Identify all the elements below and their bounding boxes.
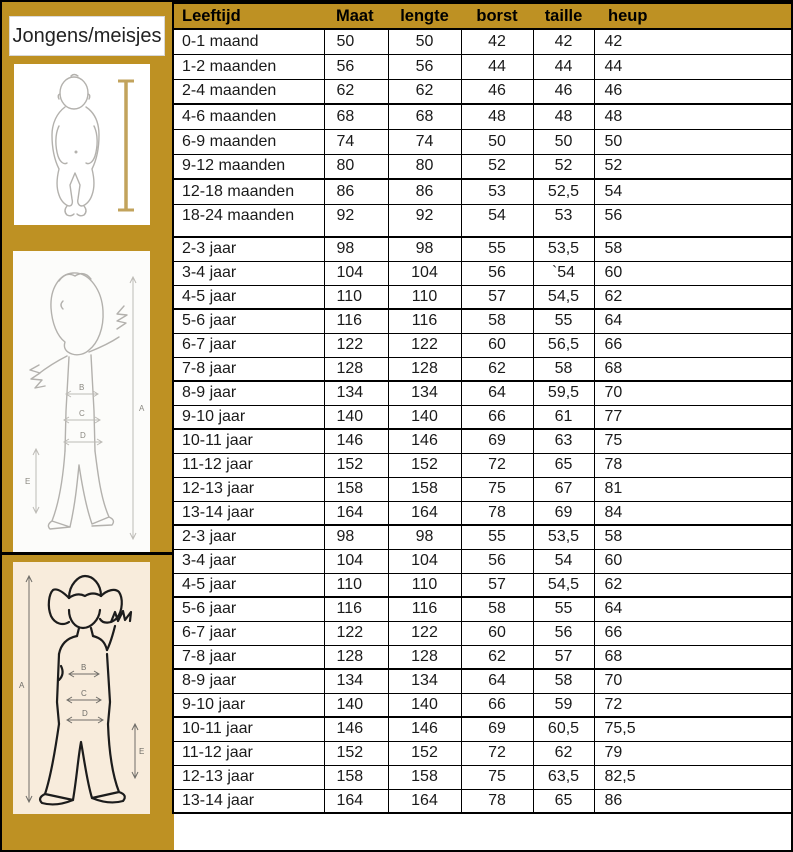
cell-maat: 68 — [324, 104, 388, 129]
cell-lengte: 122 — [388, 333, 461, 357]
cell-maat: 74 — [324, 129, 388, 154]
cell-leeftijd: 12-18 maanden — [173, 179, 324, 204]
size-table — [172, 2, 793, 814]
table-row-girls — [173, 621, 793, 645]
cell-borst: 62 — [461, 645, 533, 669]
cell-taille: 53,5 — [533, 237, 594, 261]
cell-heup: 77 — [594, 405, 793, 429]
cell-heup: 48 — [594, 104, 793, 129]
cell-maat: 152 — [324, 453, 388, 477]
cell-leeftijd: 9-12 maanden — [173, 154, 324, 179]
cell-borst: 78 — [461, 501, 533, 525]
cell-lengte: 62 — [388, 79, 461, 104]
cell-heup: 81 — [594, 477, 793, 501]
cell-lengte: 104 — [388, 549, 461, 573]
cell-taille: 60,5 — [533, 717, 594, 741]
table-row-girls — [173, 693, 793, 717]
cell-taille: 65 — [533, 789, 594, 813]
cell-maat: 98 — [324, 525, 388, 549]
cell-lengte: 140 — [388, 405, 461, 429]
cell-leeftijd: 4-5 jaar — [173, 573, 324, 597]
table-row-boys — [173, 501, 793, 525]
cell-lengte: 152 — [388, 453, 461, 477]
cell-borst: 75 — [461, 765, 533, 789]
boy-measure-label-e: E — [25, 477, 31, 486]
cell-maat: 80 — [324, 154, 388, 179]
table-row-girls — [173, 789, 793, 813]
header-heup: heup — [594, 3, 793, 29]
cell-borst: 64 — [461, 669, 533, 693]
gender-label: Jongens/meisjes — [9, 16, 165, 56]
table-row-baby — [173, 129, 793, 154]
cell-leeftijd: 5-6 jaar — [173, 597, 324, 621]
table-row-baby — [173, 154, 793, 179]
cell-maat: 140 — [324, 693, 388, 717]
cell-borst: 52 — [461, 154, 533, 179]
cell-taille: 67 — [533, 477, 594, 501]
cell-taille: 52,5 — [533, 179, 594, 204]
cell-borst: 69 — [461, 429, 533, 453]
cell-taille: 54 — [533, 549, 594, 573]
cell-maat: 50 — [324, 29, 388, 54]
cell-heup: 46 — [594, 79, 793, 104]
cell-taille: 69 — [533, 501, 594, 525]
cell-heup: 50 — [594, 129, 793, 154]
cell-heup: 68 — [594, 645, 793, 669]
cell-heup: 66 — [594, 621, 793, 645]
cell-leeftijd: 13-14 jaar — [173, 501, 324, 525]
cell-borst: 64 — [461, 381, 533, 405]
cell-taille: 42 — [533, 29, 594, 54]
cell-maat: 116 — [324, 597, 388, 621]
cell-lengte: 116 — [388, 309, 461, 333]
cell-taille: 58 — [533, 357, 594, 381]
cell-taille: 57 — [533, 645, 594, 669]
cell-heup: 62 — [594, 285, 793, 309]
table-row-boys — [173, 429, 793, 453]
cell-leeftijd: 2-4 maanden — [173, 79, 324, 104]
header-taille: taille — [533, 3, 594, 29]
cell-maat: 164 — [324, 789, 388, 813]
cell-maat: 128 — [324, 645, 388, 669]
cell-borst: 69 — [461, 717, 533, 741]
girl-measure-label-d: D — [82, 709, 88, 718]
cell-taille: 50 — [533, 129, 594, 154]
cell-heup: 60 — [594, 261, 793, 285]
cell-heup: 78 — [594, 453, 793, 477]
cell-borst: 56 — [461, 549, 533, 573]
cell-heup: 62 — [594, 573, 793, 597]
cell-leeftijd: 10-11 jaar — [173, 429, 324, 453]
table-row-boys — [173, 333, 793, 357]
cell-leeftijd: 6-7 jaar — [173, 621, 324, 645]
cell-borst: 56 — [461, 261, 533, 285]
header-maat: Maat — [324, 3, 388, 29]
cell-lengte: 98 — [388, 237, 461, 261]
cell-maat: 86 — [324, 179, 388, 204]
cell-leeftijd: 8-9 jaar — [173, 669, 324, 693]
cell-lengte: 164 — [388, 501, 461, 525]
cell-lengte: 74 — [388, 129, 461, 154]
cell-taille: 59,5 — [533, 381, 594, 405]
table-row-baby — [173, 79, 793, 104]
table-row-baby — [173, 204, 793, 237]
cell-leeftijd: 7-8 jaar — [173, 357, 324, 381]
table-row-boys — [173, 237, 793, 261]
cell-lengte: 68 — [388, 104, 461, 129]
cell-maat: 92 — [324, 204, 388, 237]
cell-borst: 44 — [461, 54, 533, 79]
cell-borst: 60 — [461, 333, 533, 357]
baby-figure — [14, 64, 150, 225]
cell-taille: 55 — [533, 597, 594, 621]
cell-borst: 66 — [461, 405, 533, 429]
cell-leeftijd: 9-10 jaar — [173, 405, 324, 429]
table-row-girls — [173, 717, 793, 741]
cell-maat: 110 — [324, 285, 388, 309]
cell-taille: 44 — [533, 54, 594, 79]
cell-borst: 54 — [461, 204, 533, 237]
cell-leeftijd: 8-9 jaar — [173, 381, 324, 405]
header-borst: borst — [461, 3, 533, 29]
cell-heup: 52 — [594, 154, 793, 179]
table-row-boys — [173, 477, 793, 501]
cell-heup: 70 — [594, 669, 793, 693]
cell-taille: 65 — [533, 453, 594, 477]
cell-borst: 78 — [461, 789, 533, 813]
table-header-row — [173, 3, 793, 29]
cell-lengte: 104 — [388, 261, 461, 285]
cell-maat: 158 — [324, 765, 388, 789]
cell-heup: 86 — [594, 789, 793, 813]
cell-maat: 134 — [324, 669, 388, 693]
girl-figure — [13, 562, 150, 814]
cell-maat: 146 — [324, 429, 388, 453]
boy-measure-label-d: D — [80, 431, 86, 440]
cell-heup: 75,5 — [594, 717, 793, 741]
cell-leeftijd: 10-11 jaar — [173, 717, 324, 741]
cell-leeftijd: 11-12 jaar — [173, 453, 324, 477]
cell-taille: 59 — [533, 693, 594, 717]
table-row-girls — [173, 669, 793, 693]
cell-heup: 70 — [594, 381, 793, 405]
boy-measure-label-a: A — [139, 404, 145, 413]
cell-heup: 84 — [594, 501, 793, 525]
cell-maat: 110 — [324, 573, 388, 597]
boy-figure — [13, 251, 150, 552]
girl-measure-label-b: B — [81, 663, 87, 672]
table-row-baby — [173, 179, 793, 204]
table-row-boys — [173, 381, 793, 405]
cell-leeftijd: 6-9 maanden — [173, 129, 324, 154]
cell-lengte: 164 — [388, 789, 461, 813]
table-row-baby — [173, 29, 793, 54]
cell-maat: 56 — [324, 54, 388, 79]
boy-figure-icon — [13, 251, 150, 552]
cell-taille: 58 — [533, 669, 594, 693]
header-lengte: lengte — [388, 3, 461, 29]
cell-taille: 53 — [533, 204, 594, 237]
cell-taille: 54,5 — [533, 573, 594, 597]
cell-heup: 54 — [594, 179, 793, 204]
cell-maat: 128 — [324, 357, 388, 381]
cell-taille: 56,5 — [533, 333, 594, 357]
table-row-baby — [173, 104, 793, 129]
cell-taille: 55 — [533, 309, 594, 333]
cell-lengte: 152 — [388, 741, 461, 765]
cell-borst: 58 — [461, 309, 533, 333]
cell-borst: 57 — [461, 573, 533, 597]
table-row-girls — [173, 549, 793, 573]
cell-borst: 75 — [461, 477, 533, 501]
cell-taille: 56 — [533, 621, 594, 645]
cell-borst: 62 — [461, 357, 533, 381]
cell-heup: 58 — [594, 237, 793, 261]
cell-leeftijd: 4-5 jaar — [173, 285, 324, 309]
table-row-boys — [173, 405, 793, 429]
table-row-girls — [173, 765, 793, 789]
table-row-girls — [173, 597, 793, 621]
cell-taille: 46 — [533, 79, 594, 104]
cell-maat: 122 — [324, 621, 388, 645]
cell-borst: 55 — [461, 237, 533, 261]
girl-measure-label-a: A — [19, 681, 25, 690]
cell-taille: 48 — [533, 104, 594, 129]
cell-leeftijd: 18-24 maanden — [173, 204, 324, 237]
cell-leeftijd: 4-6 maanden — [173, 104, 324, 129]
cell-lengte: 50 — [388, 29, 461, 54]
table-row-girls — [173, 741, 793, 765]
cell-maat: 104 — [324, 549, 388, 573]
cell-heup: 64 — [594, 597, 793, 621]
table-row-boys — [173, 453, 793, 477]
cell-leeftijd: 3-4 jaar — [173, 549, 324, 573]
cell-borst: 60 — [461, 621, 533, 645]
cell-borst: 66 — [461, 693, 533, 717]
table-row-boys — [173, 357, 793, 381]
cell-maat: 98 — [324, 237, 388, 261]
cell-taille: 62 — [533, 741, 594, 765]
cell-leeftijd: 12-13 jaar — [173, 477, 324, 501]
cell-maat: 164 — [324, 501, 388, 525]
girl-measure-label-e: E — [139, 747, 145, 756]
cell-leeftijd: 2-3 jaar — [173, 237, 324, 261]
cell-taille: 52 — [533, 154, 594, 179]
cell-leeftijd: 7-8 jaar — [173, 645, 324, 669]
cell-maat: 104 — [324, 261, 388, 285]
cell-heup: 79 — [594, 741, 793, 765]
cell-heup: 82,5 — [594, 765, 793, 789]
cell-heup: 66 — [594, 333, 793, 357]
table-row-boys — [173, 309, 793, 333]
girl-figure-icon — [13, 562, 150, 814]
cell-heup: 68 — [594, 357, 793, 381]
cell-heup: 64 — [594, 309, 793, 333]
cell-maat: 140 — [324, 405, 388, 429]
table-row-girls — [173, 645, 793, 669]
cell-borst: 46 — [461, 79, 533, 104]
cell-lengte: 140 — [388, 693, 461, 717]
cell-lengte: 134 — [388, 669, 461, 693]
girl-measure-label-c: C — [81, 689, 87, 698]
cell-heup: 42 — [594, 29, 793, 54]
cell-lengte: 116 — [388, 597, 461, 621]
cell-lengte: 98 — [388, 525, 461, 549]
table-row-girls — [173, 573, 793, 597]
cell-lengte: 158 — [388, 765, 461, 789]
table-row-baby — [173, 54, 793, 79]
cell-borst: 58 — [461, 597, 533, 621]
sidebar — [2, 2, 174, 852]
cell-maat: 152 — [324, 741, 388, 765]
cell-lengte: 92 — [388, 204, 461, 237]
cell-taille: 63,5 — [533, 765, 594, 789]
cell-lengte: 128 — [388, 357, 461, 381]
cell-lengte: 158 — [388, 477, 461, 501]
cell-leeftijd: 0-1 maand — [173, 29, 324, 54]
cell-leeftijd: 12-13 jaar — [173, 765, 324, 789]
cell-lengte: 56 — [388, 54, 461, 79]
cell-borst: 55 — [461, 525, 533, 549]
boy-measure-label-c: C — [79, 409, 85, 418]
cell-maat: 158 — [324, 477, 388, 501]
cell-leeftijd: 3-4 jaar — [173, 261, 324, 285]
header-leeftijd: Leeftijd — [173, 3, 324, 29]
cell-heup: 56 — [594, 204, 793, 237]
cell-heup: 75 — [594, 429, 793, 453]
table-row-boys — [173, 261, 793, 285]
cell-taille: 53,5 — [533, 525, 594, 549]
cell-maat: 116 — [324, 309, 388, 333]
baby-figure-icon — [14, 64, 150, 225]
table-row-boys — [173, 285, 793, 309]
cell-borst: 48 — [461, 104, 533, 129]
cell-maat: 134 — [324, 381, 388, 405]
cell-maat: 62 — [324, 79, 388, 104]
cell-heup: 44 — [594, 54, 793, 79]
cell-leeftijd: 11-12 jaar — [173, 741, 324, 765]
cell-lengte: 86 — [388, 179, 461, 204]
cell-leeftijd: 6-7 jaar — [173, 333, 324, 357]
cell-borst: 72 — [461, 741, 533, 765]
cell-lengte: 134 — [388, 381, 461, 405]
cell-leeftijd: 9-10 jaar — [173, 693, 324, 717]
cell-borst: 42 — [461, 29, 533, 54]
cell-heup: 72 — [594, 693, 793, 717]
cell-lengte: 80 — [388, 154, 461, 179]
cell-taille: `54 — [533, 261, 594, 285]
cell-heup: 60 — [594, 549, 793, 573]
cell-leeftijd: 5-6 jaar — [173, 309, 324, 333]
cell-borst: 50 — [461, 129, 533, 154]
cell-leeftijd: 1-2 maanden — [173, 54, 324, 79]
cell-maat: 146 — [324, 717, 388, 741]
cell-borst: 72 — [461, 453, 533, 477]
measuring-stick-icon — [118, 81, 134, 210]
cell-taille: 54,5 — [533, 285, 594, 309]
cell-lengte: 146 — [388, 429, 461, 453]
cell-leeftijd: 2-3 jaar — [173, 525, 324, 549]
cell-leeftijd: 13-14 jaar — [173, 789, 324, 813]
cell-taille: 63 — [533, 429, 594, 453]
cell-borst: 53 — [461, 179, 533, 204]
cell-borst: 57 — [461, 285, 533, 309]
cell-heup: 58 — [594, 525, 793, 549]
cell-lengte: 146 — [388, 717, 461, 741]
boy-measure-label-b: B — [79, 383, 85, 392]
cell-lengte: 122 — [388, 621, 461, 645]
cell-maat: 122 — [324, 333, 388, 357]
section-divider — [2, 552, 174, 555]
cell-taille: 61 — [533, 405, 594, 429]
cell-lengte: 128 — [388, 645, 461, 669]
table-row-girls — [173, 525, 793, 549]
cell-lengte: 110 — [388, 573, 461, 597]
cell-lengte: 110 — [388, 285, 461, 309]
